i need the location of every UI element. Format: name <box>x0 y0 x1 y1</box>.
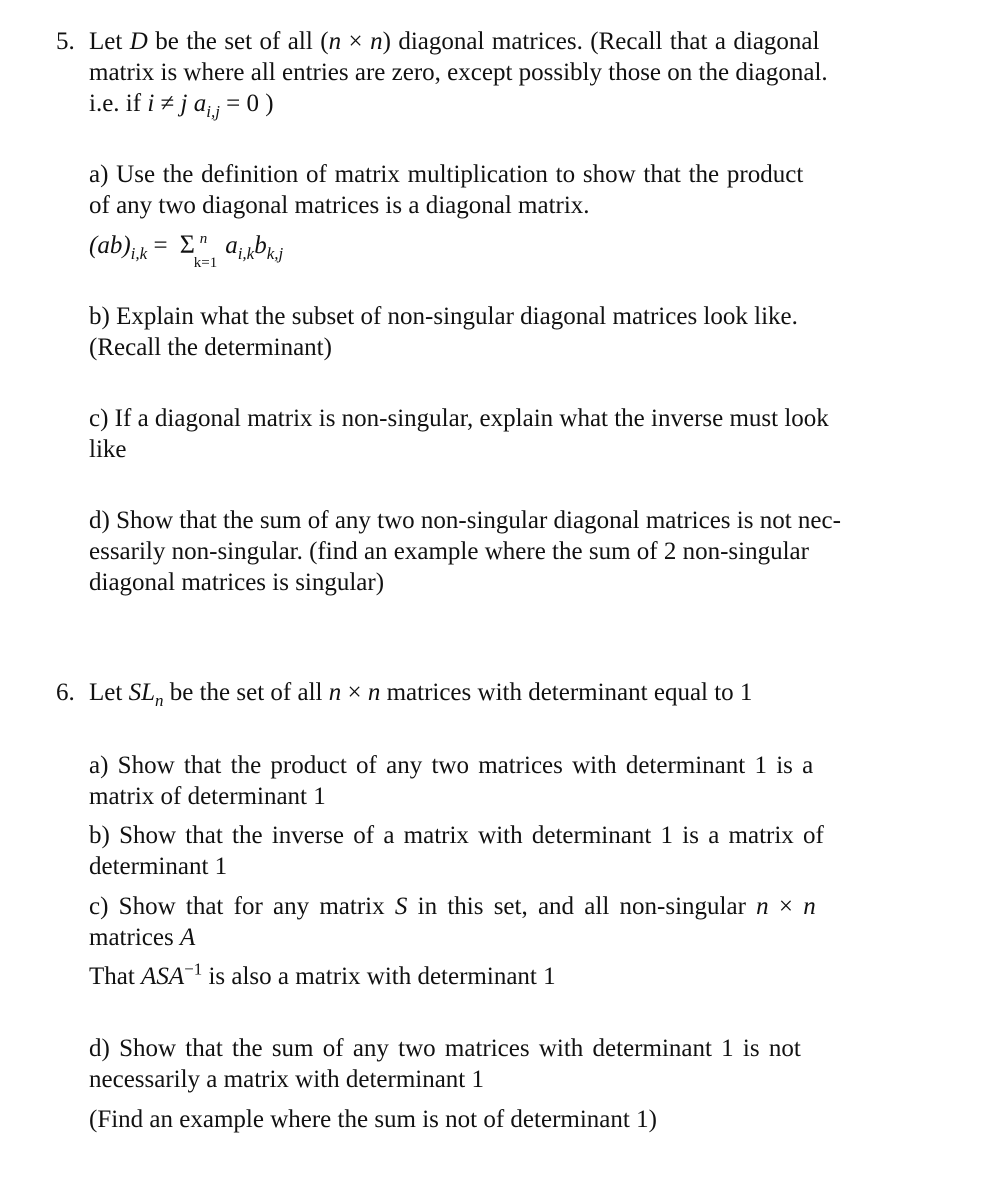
problem-5d-line-1: d) Show that the sum of any two non-singular diagonal matrices is not nec- <box>89 507 841 534</box>
problem-5a-line-1: a) Use the definition of matrix multiplication to show that the product <box>89 161 804 188</box>
problem-6c <box>89 891 915 953</box>
formula-term-a: a <box>225 232 238 259</box>
problem-5-line-3: i.e. if i ≠ j $a_{i,j} = 0$ ) <box>89 90 274 121</box>
problem-6c-followup <box>89 961 915 992</box>
formula-term-b: b <box>254 232 267 259</box>
problem-5c-line-2: like <box>89 436 127 463</box>
problem-5d <box>89 505 915 598</box>
problem-5-line-2: matrix is where all entries are zero, except possibly those on the diagonal. <box>89 59 828 86</box>
summation-symbol: Σ n k=1 <box>180 227 195 263</box>
problem-6d-line-1: d) Show that the sum of any two matrices with determinant 1 is not <box>89 1035 801 1062</box>
problem-5-number: 5. <box>56 28 75 55</box>
problem-6d-followup-line: (Find an example where the sum is not of determinant 1) <box>89 1106 657 1133</box>
problem-5b-line-2: (Recall the determinant) <box>89 334 332 361</box>
problem-6-intro <box>56 677 916 708</box>
formula-lhs: (ab) <box>89 232 131 259</box>
formula-term-a-subscript: i,k <box>237 244 255 263</box>
problem-6d <box>89 1033 915 1095</box>
problem-5c <box>89 403 915 465</box>
sum-upper-bound: n <box>199 231 208 247</box>
problem-6-line-1: 6. Let $SL_n$ be the set of all n × n matrices with determinant equal to 1 <box>56 679 753 710</box>
problem-6-number: 6. <box>56 679 75 706</box>
problem-5a-line-2: of any two diagonal matrices is a diagonal matrix. <box>89 192 590 219</box>
problem-5a <box>89 159 915 221</box>
problem-5b-line-1: b) Explain what the subset of non-singular diagonal matrices look like. <box>89 303 798 330</box>
problem-6c-line-2: matrices A <box>89 924 196 951</box>
matrix-product-formula <box>89 227 284 271</box>
problem-5-line-1: 5. Let D be the set of all (n × n) diagonal matrices. (Recall that a diagonal <box>56 28 820 55</box>
problem-5-intro <box>56 26 916 119</box>
formula-equals: = <box>153 232 168 259</box>
problem-6a-line-1: a) Show that the product of any two matrices with determinant 1 is a <box>89 752 814 779</box>
problem-6d-line-2: necessarily a matrix with determinant 1 <box>89 1066 485 1093</box>
sum-lower-bound: k=1 <box>193 255 218 271</box>
problem-5c-line-1: c) If a diagonal matrix is non-singular, explain what the inverse must look <box>89 405 829 432</box>
problem-6b <box>89 820 915 882</box>
problem-6a-line-2: matrix of determinant 1 <box>89 783 326 810</box>
problem-5d-line-3: diagonal matrices is singular) <box>89 569 385 596</box>
problem-6a <box>89 750 915 812</box>
problem-6b-line-2: determinant 1 <box>89 853 228 880</box>
problem-5d-line-2: essarily non-singular. (find an example where the sum of 2 non-singular <box>89 538 809 565</box>
formula-term-b-subscript: k,j <box>266 244 284 263</box>
formula-lhs-subscript: i,k <box>130 244 148 263</box>
problem-6c-followup-line: That $ASA^{-1}$ is also a matrix with determinant 1 <box>89 959 556 990</box>
problem-6c-line-1: c) Show that for any matrix S in this set, and all non-singular n × n <box>89 893 816 920</box>
problem-6b-line-1: b) Show that the inverse of a matrix with determinant 1 is a matrix of <box>89 822 824 849</box>
problem-6d-followup <box>89 1104 915 1135</box>
problem-5b <box>89 301 915 363</box>
